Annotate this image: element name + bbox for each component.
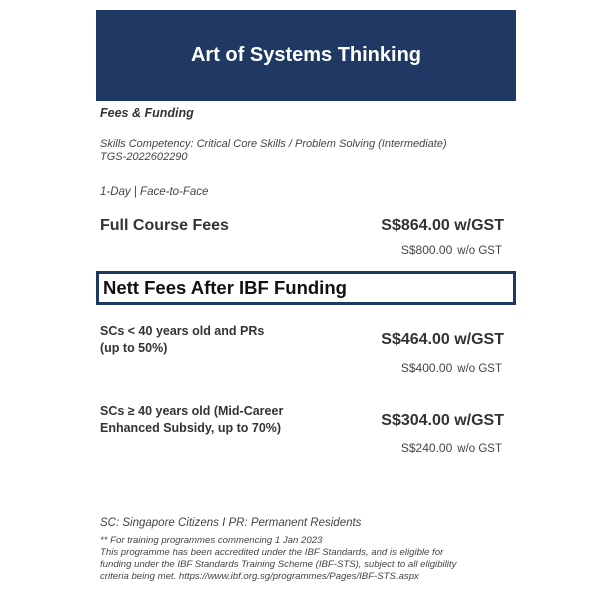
title-banner xyxy=(96,10,516,101)
group-over-40-label xyxy=(100,403,283,437)
footer-legend: SC: Singapore Citizens I PR: Permanent Residents xyxy=(100,517,362,529)
fees-card xyxy=(96,10,516,582)
course-title: Art of Systems Thinking xyxy=(190,44,422,66)
full-fees-with-gst: S$864.00 w/GST xyxy=(381,217,504,234)
group-label-line: Enhanced Subsidy, up to 70%) xyxy=(100,421,282,435)
competency-line: Skills Competency: Critical Core Skills / Problem Solving (Intermediate) xyxy=(100,138,447,150)
group-under-40-label xyxy=(100,323,264,357)
footer-accreditation-line: criteria being met. https://www.ibf.org.sg/programmes/Pages/IBF-STS.aspx xyxy=(100,571,419,582)
group-over-40-with-gst: S$304.00 w/GST xyxy=(381,412,504,429)
group-under-40-with-gst: S$464.00 w/GST xyxy=(381,331,504,348)
fees-heading: Fees & Funding xyxy=(100,106,194,120)
footer-notes xyxy=(100,535,456,583)
full-fees-without-gst xyxy=(401,243,502,257)
footer-accreditation-line: This programme has been accredited under the IBF Standards, and is eligible for xyxy=(100,547,444,558)
group-under-40-without-gst xyxy=(401,361,502,375)
nett-fees-heading: Nett Fees After IBF Funding xyxy=(103,277,347,298)
group-label-line: SCs ≥ 40 years old (Mid-Career xyxy=(100,404,284,418)
nett-fees-box xyxy=(96,271,516,305)
course-code: TGS-2022602290 xyxy=(100,151,188,163)
full-fees-tag: w/o GST xyxy=(457,245,502,257)
group-amount: S$400.00 xyxy=(400,361,453,375)
group-label-line: SCs < 40 years old and PRs xyxy=(100,324,265,338)
full-fees-label: Full Course Fees xyxy=(100,217,229,234)
group-label-line: (up to 50%) xyxy=(100,341,168,355)
course-format: 1-Day | Face-to-Face xyxy=(100,186,209,198)
footer-note: ** For training programmes commencing 1 Jan 2023 xyxy=(100,535,323,546)
footer-accreditation-line: funding under the IBF Standards Training Scheme (IBF-STS), subject to all eligibility xyxy=(100,559,457,570)
group-tag: w/o GST xyxy=(457,363,502,375)
group-over-40-without-gst xyxy=(401,441,502,455)
group-tag: w/o GST xyxy=(457,443,502,455)
full-fees-amount: S$800.00 xyxy=(400,243,453,257)
group-amount: S$240.00 xyxy=(400,441,453,455)
